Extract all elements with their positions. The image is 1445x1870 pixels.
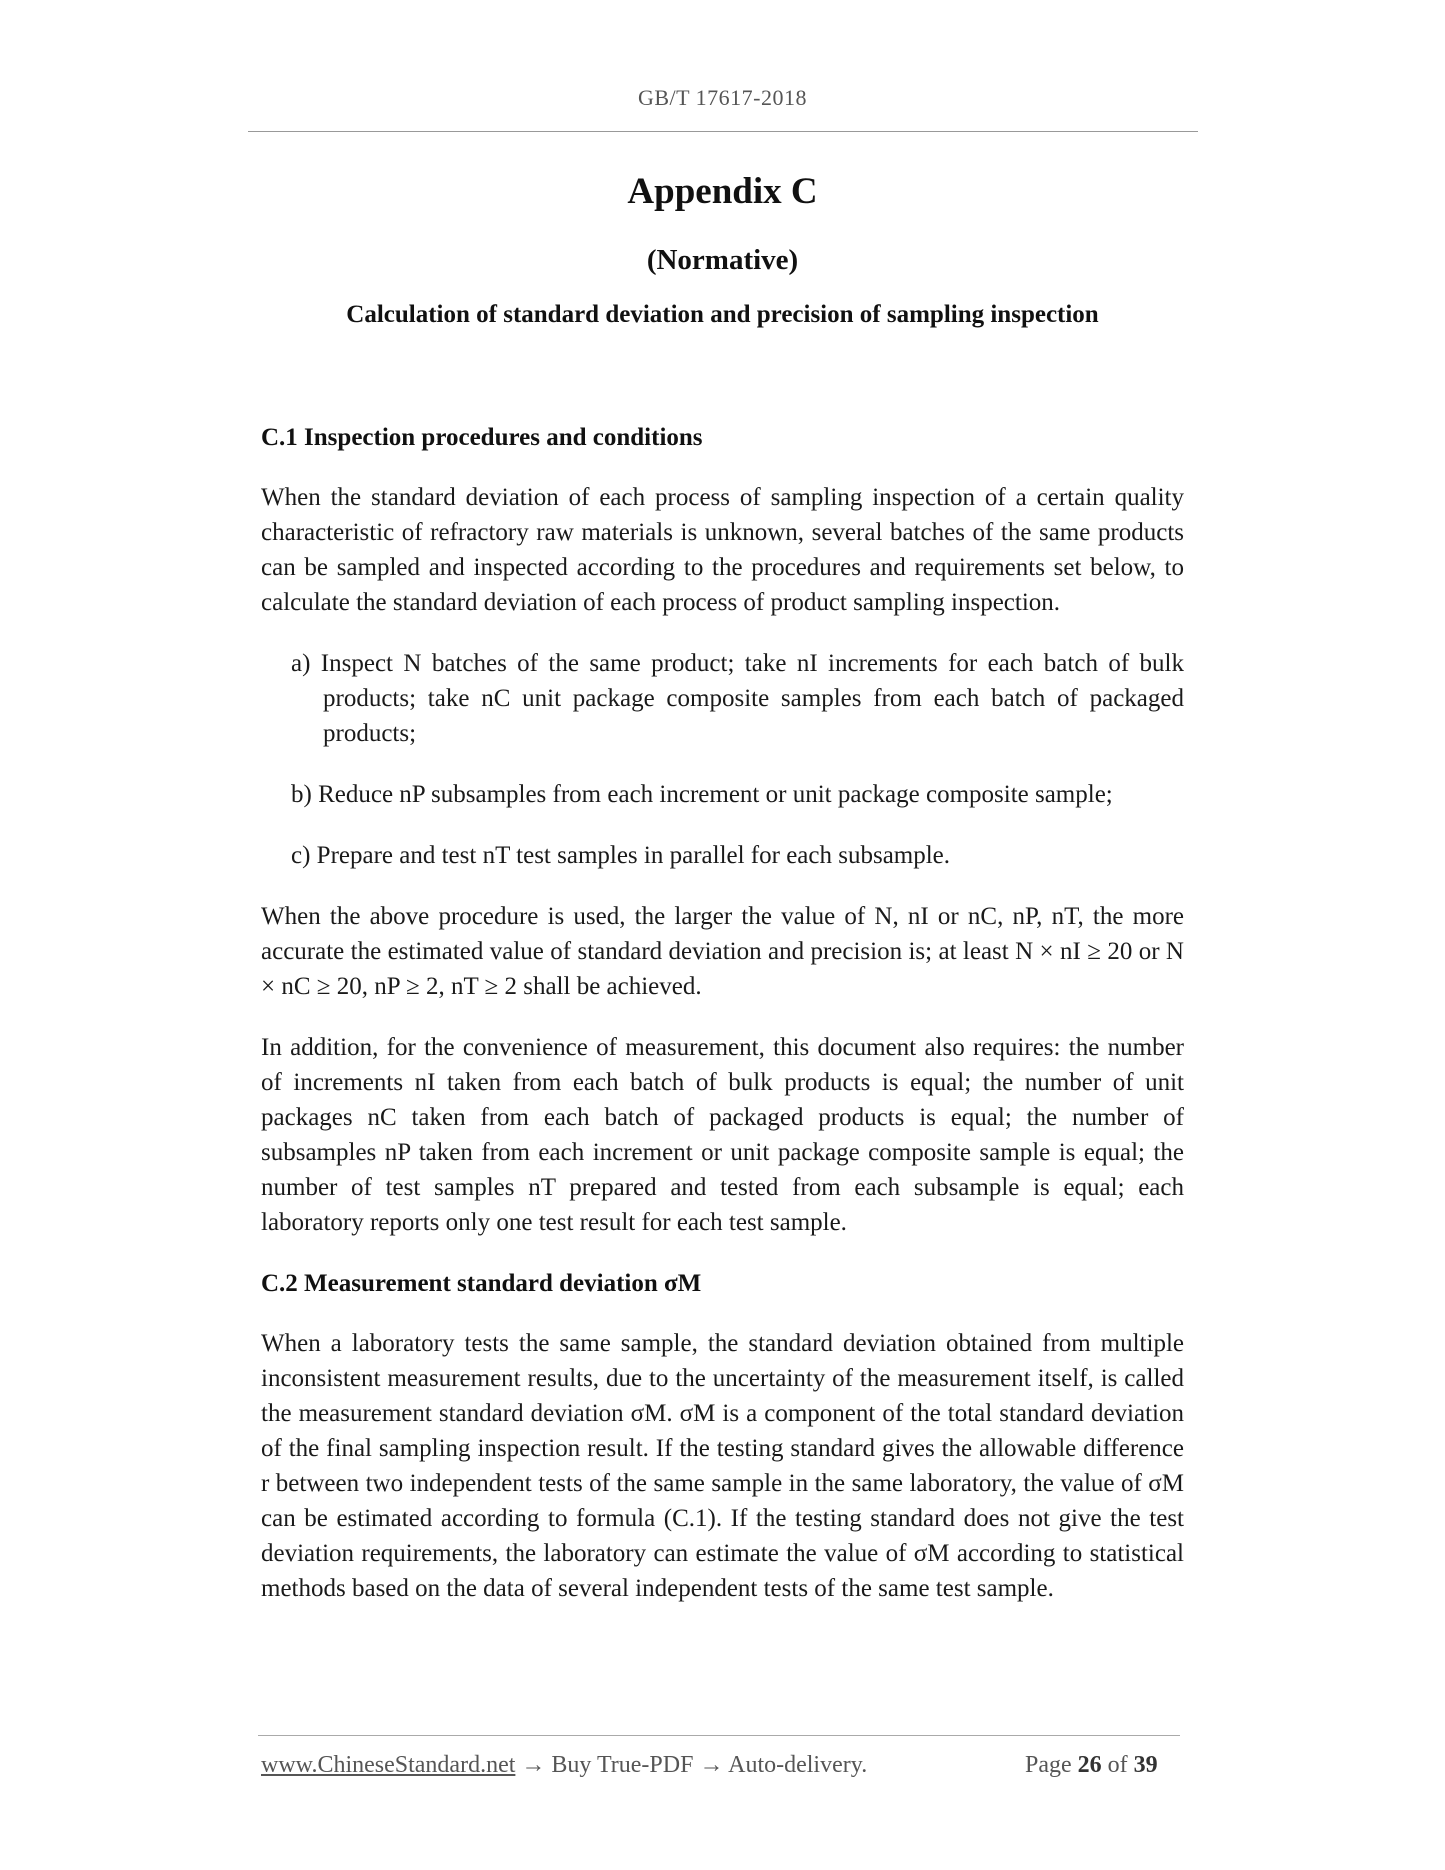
appendix-title: Appendix C [627,171,818,212]
page-number [1025,1752,1158,1779]
list-item: c) Prepare and test nT test samples in parallel for each subsample. [291,842,951,869]
section-c1-heading: C.1 Inspection procedures and conditions [261,424,703,451]
page-total: 39 [1133,1752,1158,1778]
list-item: a) Inspect N batches of the same product; take nI increments for each batch of bulk products; take nC unit package composite samples from each batch of packaged products; [291,650,1184,747]
footer-promo-text: → Buy True-PDF → Auto-delivery. [515,1752,868,1778]
appendix-document-title: Calculation of standard deviation and precision of sampling inspection [346,301,1099,328]
page-label: Page [1025,1752,1072,1778]
running-header: GB/T 17617-2018 [637,85,808,110]
section-c1-paragraph: When the above procedure is used, the larger the value of N, nI or nC, nP, nT, the more accurate the estimated value of standard deviation and precision is; at least N × nI ≥ 20 or N × nC ≥ 20, nP ≥ 2, nT ≥ 2 shall be achieved. [261,903,1184,1000]
website-link[interactable]: www.ChineseStandard.net [261,1752,516,1778]
list-item: b) Reduce nP subsamples from each increment or unit package composite sample; [291,781,1113,808]
header-divider [248,131,1198,132]
section-c2-heading: C.2 Measurement standard deviation σM [261,1270,702,1297]
page-current: 26 [1077,1752,1102,1778]
section-c2-paragraph: When a laboratory tests the same sample, the standard deviation obtained from multiple inconsistent measurement results, due to the uncertainty of the measurement itself, is called the measurement standard deviation σM. σM is a component of the total standard deviation of the final sampling inspection result. If the testing standard gives the allowable difference r between two independent tests of the same sample in the same laboratory, the value of σM can be estimated according to formula (C.1). If the testing standard does not give the test deviation requirements, the laboratory can estimate the value of σM according to statistical methods based on the data of several independent tests of the same test sample. [261,1330,1184,1602]
page-body [261,420,1184,1632]
section-c1-paragraph: In addition, for the convenience of measurement, this document also requires: the number of increments nI taken from each batch of bulk products is equal; the number of unit packages nC taken from each batch of packaged products is equal; the number of subsamples nP taken from each increment or unit package composite sample is equal; the number of test samples nT prepared and tested from each subsample is equal; each laboratory reports only one test result for each test sample. [261,1034,1184,1236]
page-of-label: of [1107,1752,1128,1778]
section-c1-intro: When the standard deviation of each process of sampling inspection of a certain quality characteristic of refractory raw materials is unknown, several batches of the same products can be sampled and inspected according to the procedures and requirements set below, to calculate the standard deviation of each process of product sampling inspection. [261,484,1184,616]
footer-divider [258,1735,1180,1736]
appendix-subtitle: (Normative) [646,244,799,276]
footer-promo [261,1752,867,1779]
